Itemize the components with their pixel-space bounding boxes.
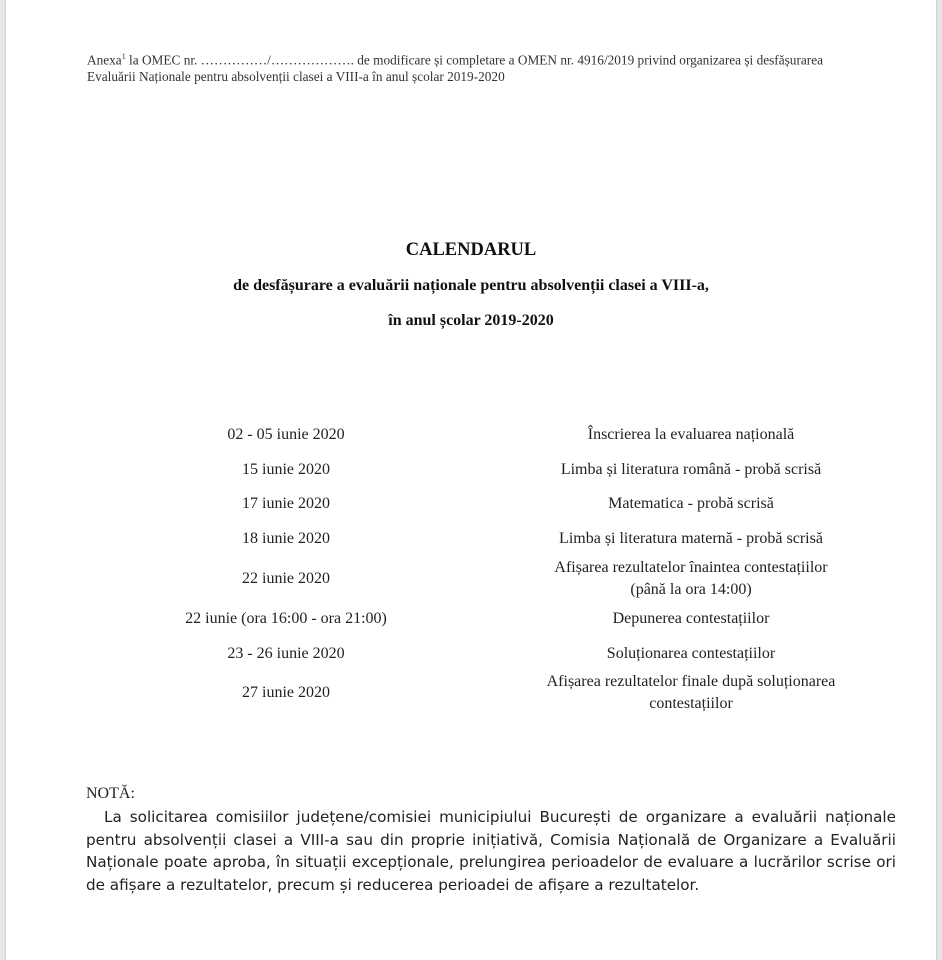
schedule-event [491, 671, 891, 715]
schedule-date: 15 iunie 2020 [242, 461, 330, 478]
annex-text: la OMEC nr. ……………/………………. de modificare și completare a OMEN nr. 4916/2019 privind organizarea și desfășurarea Evaluării Naționale pentru absolvenții clasei a VIII-a în anul școlar 2019-2020 [87, 52, 824, 85]
schedule-event-line: Afișarea rezultatelor finale după soluționarea [546, 673, 836, 690]
schedule-date: 23 - 26 iunie 2020 [227, 645, 345, 662]
schedule-date: 18 iunie 2020 [242, 530, 330, 547]
schedule-date: 27 iunie 2020 [242, 684, 330, 701]
schedule-event: Înscrierea la evaluarea națională [587, 426, 795, 443]
schedule-date: 22 iunie (ora 16:00 - ora 21:00) [185, 610, 387, 627]
schedule-event: Matematica - probă scrisă [608, 495, 774, 512]
document-subtitle: de desfășurare a evaluării naționale pentru absolvenții clasei a VIII-a, [233, 277, 709, 294]
annex-header [87, 48, 847, 85]
schedule-event-line: Afișarea rezultatelor înaintea contestațiilor [554, 559, 828, 576]
annex-prefix: Anexa [87, 52, 122, 68]
schedule-date: 17 iunie 2020 [242, 495, 330, 512]
note-text: La solicitarea comisiilor județene/comisiei municipiului București de organizare a evaluării naționale pentru absolvenții clasei a VIII-a sau din proprie inițiativă, Comisia Națională de Organizare a Evaluării Naționale poate aproba, în situații excepționale, prelungirea perioadelor de evaluare a lucrărilor scrise ori de afișare a rezultatelor, precum și reducerea perioadei de afișare a rezultatelor. [86, 808, 896, 894]
schedule-date: 02 - 05 iunie 2020 [227, 426, 345, 443]
document-school-year: în anul școlar 2019-2020 [388, 312, 554, 329]
document-page [6, 0, 936, 960]
document-title: CALENDARUL [405, 240, 537, 260]
schedule-event: Limba și literatura maternă - probă scrisă [559, 530, 823, 547]
schedule-event: Depunerea contestațiilor [612, 610, 770, 627]
schedule-date: 22 iunie 2020 [242, 570, 330, 587]
schedule-event: Soluționarea contestațiilor [606, 645, 776, 662]
note-label: NOTĂ: [86, 785, 135, 802]
schedule-event-line: (până la ora 14:00) [630, 581, 752, 598]
schedule-event [491, 557, 891, 601]
schedule-event: Limba și literatura română - probă scrisă [560, 461, 822, 478]
schedule-event-line: contestațiilor [649, 695, 733, 712]
annex-superscript: 1 [121, 52, 126, 61]
